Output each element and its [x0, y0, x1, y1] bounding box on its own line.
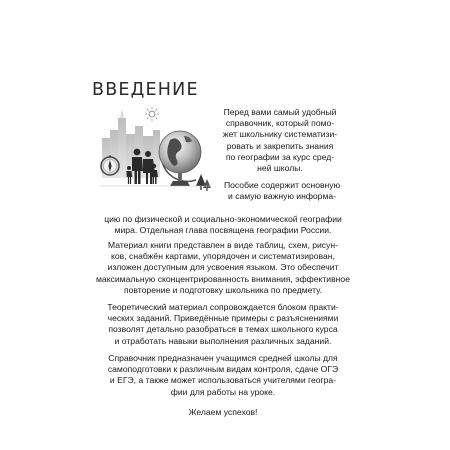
page-title: ВВЕДЕНИЕ [92, 80, 199, 100]
intro-paragraph [210, 107, 350, 174]
trees-icon [196, 174, 211, 191]
text-line: Справочник предназначен учащимся средней школы для [108, 353, 338, 363]
text-line: и самую важную информа- [228, 191, 336, 202]
text-line: ческих заданий. Приведённые примеры с разъяснениями [107, 313, 339, 324]
text-line: справочник, который помо- [225, 118, 335, 129]
text-line: максимальную сконцентрированность внимания, эффективное [96, 273, 350, 284]
text-line: и отработать навыки выполнения различных заданий. [114, 335, 332, 346]
text-line: Перед вами самый удобный [223, 107, 337, 117]
text-line: мира. Отдельная глава посвящена географии России. [114, 225, 332, 236]
sun-icon [145, 107, 159, 121]
text-line: изложен доступным для усвоения языком. Это обеспечит [107, 262, 339, 273]
content-paragraph-start [210, 180, 354, 202]
geography-illustration [92, 100, 212, 200]
text-line: ровать и закрепить знания [226, 140, 334, 151]
text-line: Пособие содержит основную [223, 180, 341, 190]
closing-wish: Желаем успехов! [188, 407, 258, 417]
text-line: повторение и подготовку школьника по предмету. [123, 284, 323, 295]
text-line: позволят детально разобраться в темах школьного курса [108, 324, 338, 335]
material-paragraph [92, 240, 354, 296]
text-line: Теоретический материал сопровождается блоком практи- [107, 302, 339, 312]
text-line: Материал книги представлен в виде таблиц, схем, рисун- [107, 240, 338, 250]
text-line: ков, снабжён картами, упорядочен и систематизирован, [111, 251, 335, 262]
theory-paragraph [92, 302, 354, 347]
text-line: цию по физической и социально-экономической географии [104, 214, 342, 224]
text-line: по географии за курс сред- [225, 151, 335, 162]
globe-icon [159, 131, 201, 186]
text-line: и ЕГЭ, а также может использоваться учителями геогра- [109, 375, 337, 386]
text-line: ней школы. [257, 163, 303, 174]
text-line: фии для работы на уроке. [170, 386, 276, 397]
text-line: жет школьнику систематизи- [222, 129, 338, 140]
audience-paragraph [92, 353, 354, 398]
text-line: самоподготовки к различным видам контроля, сдаче ОГЭ [107, 364, 339, 375]
content-paragraph-continuation [92, 214, 354, 236]
